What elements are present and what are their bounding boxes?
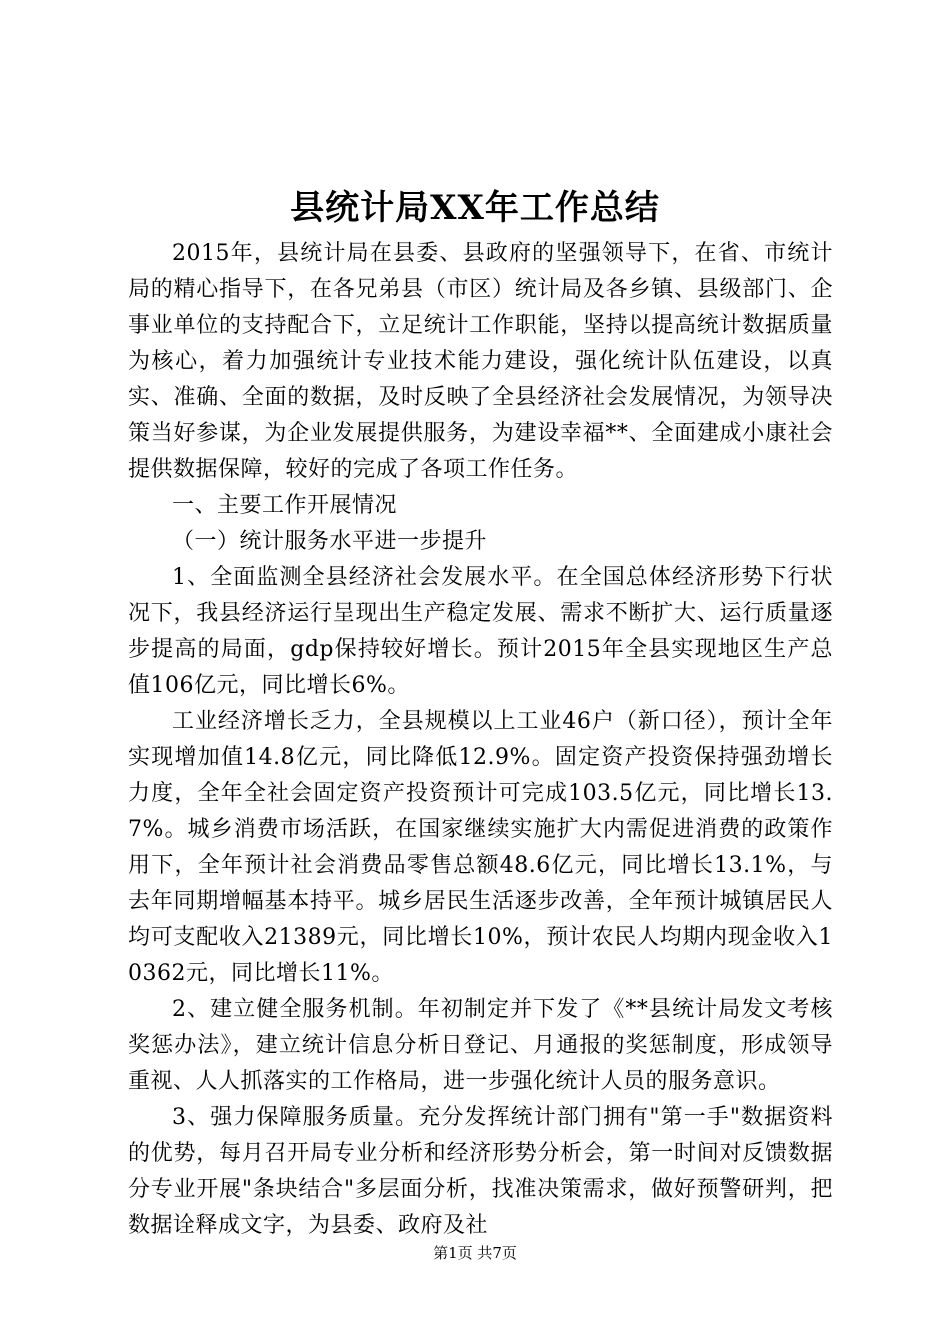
- page-footer: 第1页 共7页: [433, 1244, 517, 1262]
- document-body: [128, 236, 833, 1244]
- intro-paragraph: 2015年，县统计局在县委、县政府的坚强领导下，在省、市统计局的精心指导下，在各兄弟县（市区）统计局及各乡镇、县级部门、企事业单位的支持配合下，立足统计工作职能，坚持以提高统计数据质量为核心，着力加强统计专业技术能力建设，强化统计队伍建设，以真实、准确、全面的数据，及时反映了全县经济社会发展情况，为领导决策当好参谋，为企业发展提供服务，为建设幸福**、全面建成小康社会提供数据保障，较好的完成了各项工作任务。: [128, 241, 833, 482]
- item-paragraph-2: 2、建立健全服务机制。年初制定并下发了《**县统计局发文考核奖惩办法》，建立统计信息分析日登记、月通报的奖惩制度，形成领导重视、人人抓落实的工作格局，进一步强化统计人员的服务意识。: [128, 997, 833, 1094]
- subsection-heading: （一）统计服务水平进一步提升: [172, 529, 488, 554]
- document-title: 县统计局XX年工作总结: [290, 188, 660, 228]
- section-heading: 一、主要工作开展情况: [172, 493, 398, 518]
- industry-paragraph: 工业经济增长乏力，全县规模以上工业46户（新口径），预计全年实现增加值14.8亿元，同比降低12.9%。固定资产投资保持强劲增长力度，全年全社会固定资产投资预计可完成103.5亿元，同比增长13.7%。城乡消费市场活跃，在国家继续实施扩大内需促进消费的政策作用下，全年预计社会消费品零售总额48.6亿元，同比增长13.1%，与去年同期增幅基本持平。城乡居民生活逐步改善，全年预计城镇居民人均可支配收入21389元，同比增长10%，预计农民人均期内现金收入10362元，同比增长11%。: [128, 709, 833, 986]
- item-paragraph-1: 1、全面监测全县经济社会发展水平。在全国总体经济形势下行状况下，我县经济运行呈现出生产稳定发展、需求不断扩大、运行质量逐步提高的局面，gdp保持较好增长。预计2015年全县实现地区生产总值106亿元，同比增长6%。: [128, 565, 833, 698]
- item-paragraph-3: 3、强力保障服务质量。充分发挥统计部门拥有"第一手"数据资料的优势，每月召开局专业分析和经济形势分析会，第一时间对反馈数据分专业开展"条块结合"多层面分析，找准决策需求，做好预警研判，把数据诠释成文字，为县委、政府及社: [128, 1105, 833, 1238]
